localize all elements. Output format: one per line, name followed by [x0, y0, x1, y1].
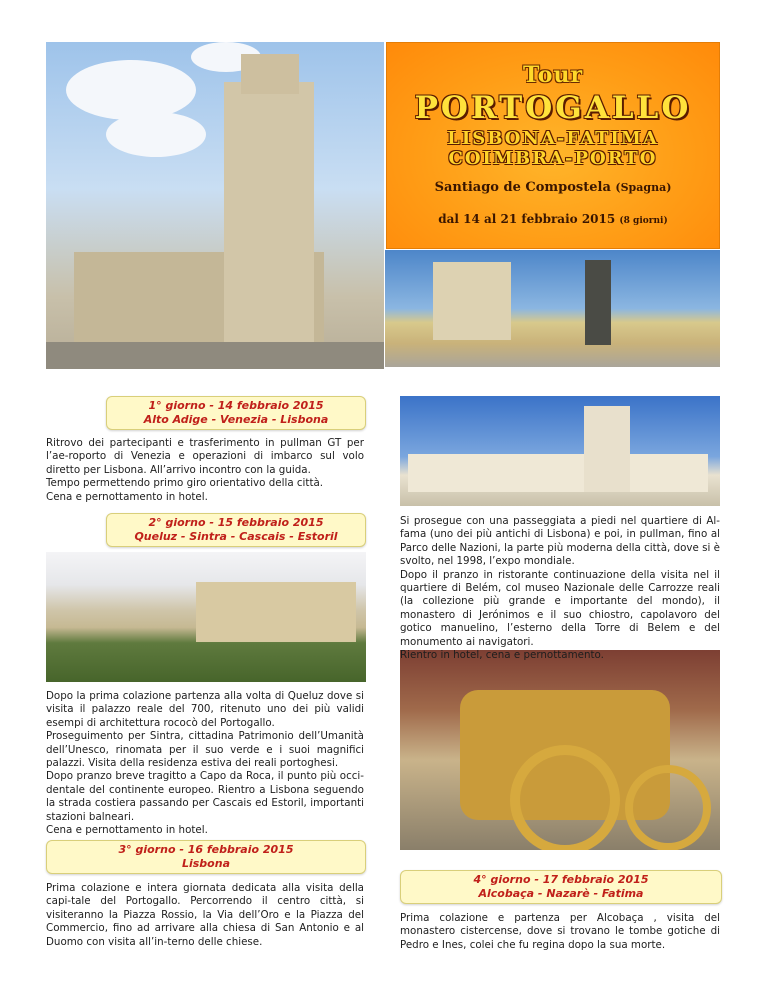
day-3-text — [46, 882, 364, 949]
day-3-paragraph: Si prosegue con una passeggiata a piedi nel quartiere di Al-fama (uno dei più antichi di Lisbona) e poi, in pullman, fino al Parco delle Nazioni, la parte più moderna della città, dove si è svolto, nel 1998, l’expo mondiale. — [400, 515, 720, 568]
day-1-text — [46, 437, 364, 504]
day-1-route: Alto Adige - Venezia - Lisbona — [143, 413, 329, 426]
title-extra-note: (Spagna) — [615, 181, 672, 194]
title-extra-place: Santiago de Compostela — [434, 180, 611, 195]
day-3-paragraph: Dopo il pranzo in ristorante continuazione della visita nel il quartiere di Belém, col museo Nazionale delle Carrozze reali (la collezione più grande e importante del mondo), il monastero di Jerónimos e il suo chiostro, capolavoro del gotico manuelino, l’esterno della Torre di Belem e del monumento ai navigatori. — [400, 568, 720, 648]
day-2-paragraph: Dopo la prima colazione partenza alla volta di Queluz dove si visita il palazzo reale del 700, ritenuto uno dei più validi esempi di architettura rococò del Portogallo. — [46, 690, 364, 729]
photo-mosteiro-dos-jeronimos — [400, 396, 720, 506]
day-2-paragraph: Proseguimento per Sintra, cittadina Patrimonio dell’Umanità dell’Unesco, rinomata per il suo verde e i suoi magnifici palazzi. Visita della residenza estiva dei reali portoghesi. — [46, 730, 364, 770]
day-1-paragraph: Tempo permettendo primo giro orientativo della città. — [46, 477, 324, 490]
day-2-paragraph: Cena e pernottamento in hotel. — [46, 824, 208, 837]
photo-palazzo-di-queluz — [46, 552, 366, 682]
photo-torre-di-belem — [46, 42, 384, 369]
day-2-heading: 2° giorno - 15 febbraio 2015 — [148, 516, 324, 529]
photo-praca-do-comercio — [385, 250, 720, 367]
day-1-heading: 1° giorno - 14 febbraio 2015 — [148, 399, 324, 412]
day-4-route: Alcobaça - Nazarè - Fatima — [478, 887, 644, 900]
day-2-route: Queluz - Sintra - Cascais - Estoril — [134, 530, 338, 543]
day-3-paragraph: Rientro in hotel, cena e pernottamento. — [400, 649, 604, 662]
day-1-paragraph: Ritrovo dei partecipanti e trasferimento in pullman GT per l’ae-roporto di Venezia e operazioni di imbarco sul volo diretto per Lisbona. All’arrivo incontro con la guida. — [46, 437, 364, 476]
title-cities-line1: LISBONA-FATIMA — [447, 128, 659, 149]
day-4-heading-box — [400, 870, 722, 904]
day-4-heading: 4° giorno - 17 febbraio 2015 — [473, 873, 649, 886]
title-box — [386, 42, 720, 249]
day-4-text — [400, 912, 720, 952]
title-country: PORTOGALLO — [414, 90, 692, 126]
day-2-paragraph: Dopo pranzo breve tragitto a Capo da Roca, il punto più occi-dentale del continente europeo. Rientro a Lisbona seguendo la strada costiera passando per Cascais ed Estoril, importanti stazioni balneari. — [46, 770, 364, 823]
day-1-paragraph: Cena e pernottamento in hotel. — [46, 490, 208, 503]
title-dates-note: (8 giorni) — [619, 216, 668, 226]
day-1-heading-box — [106, 396, 366, 430]
day-3-paragraph: Prima colazione e intera giornata dedicata alla visita della capi-tale del Portogallo. Percorrendo il centro città, si visiteranno la Piazza Rossio, la Via dell’Oro e la Piazza del Commercio, fino ad arrivare alla chiesa di San Antonio e al Duomo con visita all’in-terno delle chiese. — [46, 882, 364, 948]
day-3-heading-box — [46, 840, 366, 874]
title-tour: Tour — [522, 62, 584, 88]
day-2-heading-box — [106, 513, 366, 547]
title-dates-range: dal 14 al 21 febbraio 2015 — [438, 212, 616, 226]
title-extra — [386, 180, 720, 195]
day-2-text — [46, 690, 364, 837]
photo-museo-carrozze — [400, 650, 720, 850]
day-3-text-continued — [400, 515, 720, 662]
day-4-paragraph: Prima colazione e partenza per Alcobaça , visita del monastero cistercense, dove si trovano le tombe gotiche di Pedro e Ines, colei che fu regina dopo la sua morte. — [400, 912, 720, 951]
title-cities-line2: COIMBRA-PORTO — [448, 148, 658, 169]
title-dates — [386, 212, 720, 226]
day-3-heading: 3° giorno - 16 febbraio 2015 — [118, 843, 294, 856]
day-3-route: Lisbona — [181, 857, 230, 870]
